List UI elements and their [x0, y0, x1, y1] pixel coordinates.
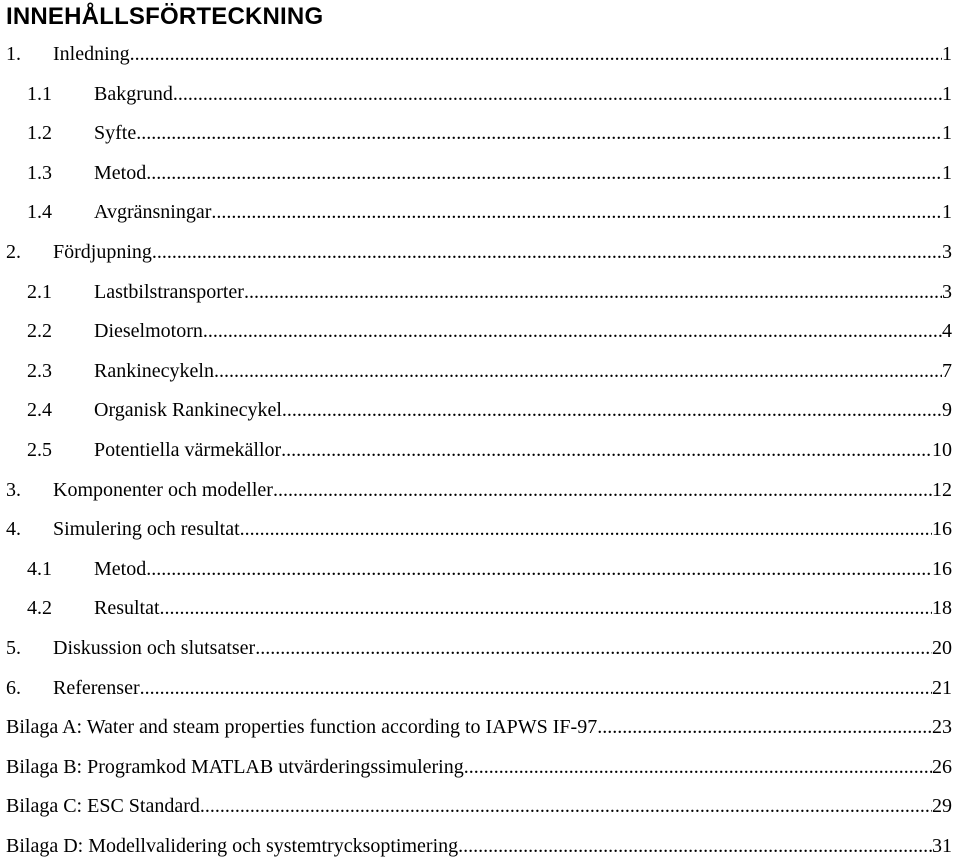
- toc-entry-page: 1: [942, 43, 952, 65]
- dot-leader: [282, 392, 942, 428]
- toc-entry-page: 23: [932, 716, 952, 739]
- toc-entry-referenser[interactable]: [0, 670, 960, 710]
- toc-entry-number: 2.4: [27, 399, 52, 422]
- dot-leader: [281, 432, 932, 468]
- dot-leader: [136, 115, 942, 151]
- dot-leader: [240, 511, 932, 547]
- toc-entry-number: 4.: [6, 518, 21, 541]
- toc-entry-bakgrund[interactable]: [0, 76, 960, 116]
- dot-leader: [146, 551, 932, 587]
- toc-entry-number: 6.: [6, 676, 21, 699]
- dot-leader: [152, 234, 942, 270]
- toc-entry-number: 1.3: [27, 161, 52, 184]
- toc-entry-title: Bakgrund: [94, 82, 173, 105]
- dot-leader: [160, 590, 932, 626]
- dot-leader: [255, 630, 932, 666]
- toc-entry-number: 4.1: [27, 557, 52, 580]
- toc-entry-title: Bilaga B: Programkod MATLAB utvärderingssimulering: [6, 755, 464, 778]
- toc-entry-metod-4-1[interactable]: [0, 551, 960, 591]
- toc-entry-title: Avgränsningar: [94, 201, 212, 224]
- dot-leader: [214, 353, 942, 389]
- toc-entry-page: 20: [932, 636, 952, 659]
- dot-leader: [464, 749, 932, 785]
- toc-entry-fordjupning[interactable]: [0, 234, 960, 274]
- toc-entry-page: 12: [932, 478, 952, 501]
- toc-entry-page: 4: [942, 320, 952, 343]
- toc-entry-page: 18: [932, 597, 952, 620]
- toc-entry-title: Referenser: [53, 676, 140, 699]
- toc-entry-inledning[interactable]: [0, 36, 960, 76]
- toc-entry-title: Bilaga D: Modellvalidering och systemtrycksoptimering: [6, 834, 459, 857]
- toc-entry-title: Potentiella värmekällor: [94, 438, 282, 461]
- toc-list: [0, 36, 960, 867]
- toc-entry-page: 3: [942, 240, 952, 263]
- toc-entry-page: 3: [942, 280, 952, 303]
- toc-entry-bilaga-a[interactable]: [0, 709, 960, 749]
- toc-entry-page: 1: [942, 122, 952, 145]
- toc-entry-page: 26: [932, 755, 952, 778]
- toc-heading: INNEHÅLLSFÖRTECKNING: [6, 3, 324, 30]
- toc-entry-page: 9: [942, 399, 952, 422]
- toc-entry-number: 5.: [6, 636, 21, 659]
- toc-entry-number: 2.2: [27, 320, 52, 343]
- dot-leader: [130, 36, 942, 72]
- toc-entry-number: 1.1: [27, 82, 52, 105]
- toc-entry-number: 1.2: [27, 122, 52, 145]
- toc-entry-page: 16: [932, 557, 952, 580]
- toc-entry-title: Inledning: [53, 43, 130, 65]
- dot-leader: [273, 472, 932, 508]
- toc-entry-title: Fördjupning: [53, 240, 152, 263]
- toc-entry-page: 1: [942, 201, 952, 224]
- toc-entry-metod[interactable]: [0, 155, 960, 195]
- dot-leader: [140, 670, 932, 706]
- dot-leader: [597, 709, 932, 745]
- dot-leader: [211, 194, 942, 230]
- toc-entry-page: 1: [942, 161, 952, 184]
- toc-entry-title: Organisk Rankinecykel: [94, 399, 282, 422]
- toc-entry-number: 3.: [6, 478, 21, 501]
- toc-entry-dieselmotorn[interactable]: [0, 313, 960, 353]
- toc-entry-diskussion-och-slutsatser[interactable]: [0, 630, 960, 670]
- toc-entry-page: 10: [932, 438, 952, 461]
- toc-entry-page: 16: [932, 518, 952, 541]
- toc-entry-bilaga-b[interactable]: [0, 749, 960, 789]
- toc-entry-number: 2.5: [27, 438, 52, 461]
- toc-entry-avgransningar[interactable]: [0, 194, 960, 234]
- toc-entry-simulering-och-resultat[interactable]: [0, 511, 960, 551]
- dot-leader: [200, 788, 932, 824]
- toc-entry-syfte[interactable]: [0, 115, 960, 155]
- toc-entry-page: 1: [942, 82, 952, 105]
- dot-leader: [173, 76, 942, 112]
- toc-entry-number: 2.3: [27, 359, 52, 382]
- dot-leader: [203, 313, 942, 349]
- dot-leader: [458, 828, 932, 864]
- toc-entry-rankinecykeln[interactable]: [0, 353, 960, 393]
- toc-entry-potentiella-varmekallor[interactable]: [0, 432, 960, 472]
- toc-entry-title: Diskussion och slutsatser: [53, 636, 256, 659]
- toc-entry-title: Simulering och resultat: [53, 518, 240, 541]
- toc-entry-title: Syfte: [94, 122, 137, 145]
- toc-entry-bilaga-c[interactable]: [0, 788, 960, 828]
- toc-entry-page: 21: [932, 676, 952, 699]
- toc-entry-resultat[interactable]: [0, 590, 960, 630]
- toc-entry-title: Komponenter och modeller: [53, 478, 273, 501]
- toc-entry-page: 31: [932, 834, 952, 857]
- toc-entry-lastbilstransporter[interactable]: [0, 274, 960, 314]
- toc-entry-number: 1.4: [27, 201, 52, 224]
- toc-entry-number: 4.2: [27, 597, 52, 620]
- toc-entry-title: Metod: [94, 161, 147, 184]
- toc-entry-title: Resultat: [94, 597, 160, 620]
- toc-entry-title: Bilaga A: Water and steam properties function according to IAPWS IF-97: [6, 716, 598, 739]
- toc-entry-title: Metod: [94, 557, 147, 580]
- toc-entry-page: 7: [942, 359, 952, 382]
- toc-entry-number: 1.: [6, 43, 21, 65]
- dot-leader: [244, 274, 942, 310]
- toc-entry-number: 2.1: [27, 280, 52, 303]
- toc-entry-title: Rankinecykeln: [94, 359, 214, 382]
- toc-entry-title: Lastbilstransporter: [94, 280, 244, 303]
- dot-leader: [146, 155, 942, 191]
- toc-entry-page: 29: [932, 795, 952, 818]
- toc-entry-komponenter-och-modeller[interactable]: [0, 472, 960, 512]
- toc-entry-bilaga-d[interactable]: [0, 828, 960, 867]
- toc-entry-title: Dieselmotorn: [94, 320, 203, 343]
- toc-entry-number: 2.: [6, 240, 21, 263]
- toc-entry-title: Bilaga C: ESC Standard: [6, 795, 200, 818]
- toc-entry-organisk-rankinecykel[interactable]: [0, 392, 960, 432]
